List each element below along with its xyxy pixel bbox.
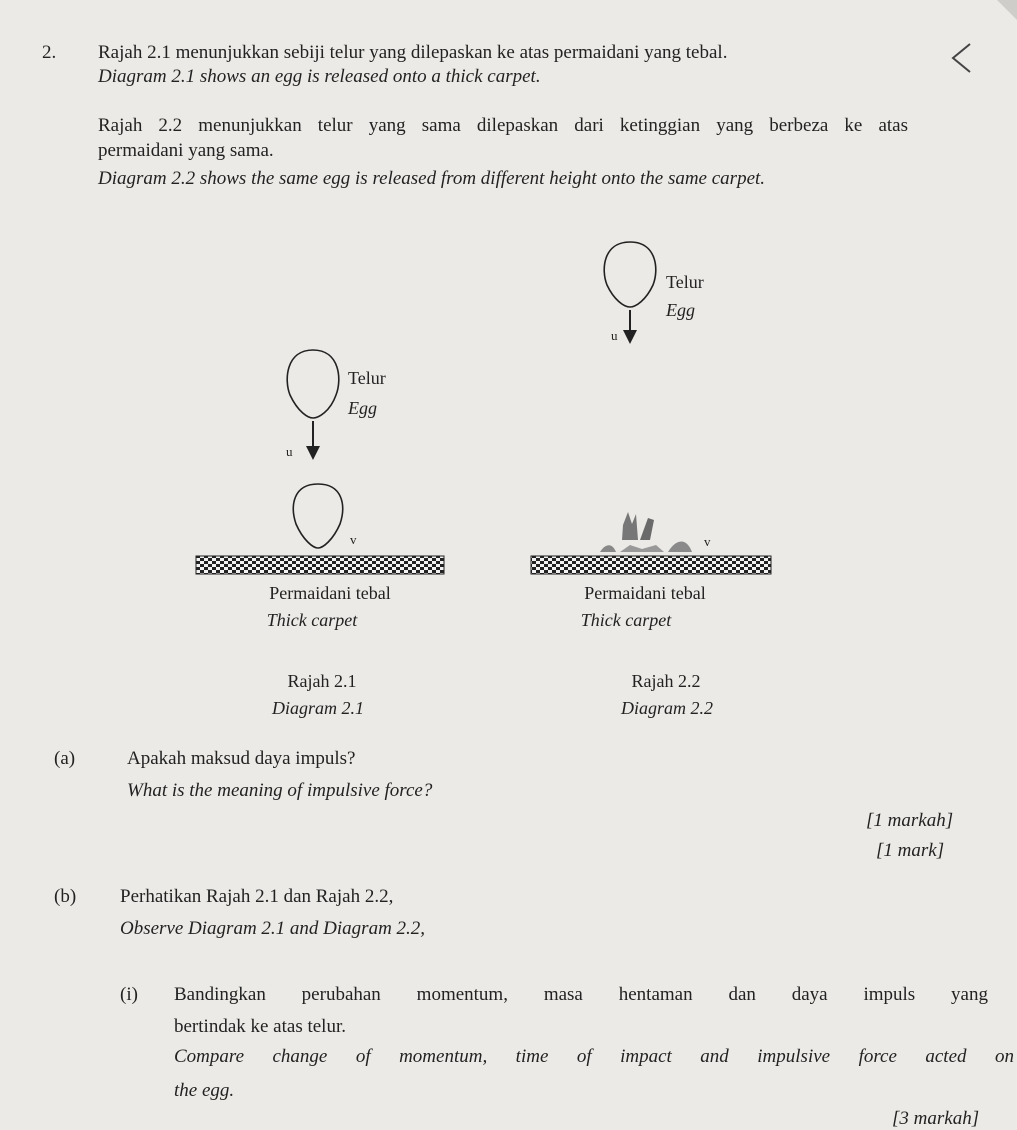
part-a-label: (a) (54, 748, 76, 769)
carpet-label-en-2: Thick carpet (580, 610, 672, 630)
intro-ms-2a: Rajah 2.2 menunjukkan telur yang sama dilepaskan dari ketinggian yang berbeza ke atas (98, 115, 908, 136)
part-b-instruction-ms: Perhatikan Rajah 2.1 dan Rajah 2.2, (120, 886, 394, 907)
velocity-u-label-2: u (611, 328, 618, 343)
broken-egg-shards (600, 512, 692, 552)
intro-en-1: Diagram 2.1 shows an egg is released onto a thick carpet. (98, 66, 541, 87)
egg-label-ms-1: Telur (348, 368, 386, 388)
egg-label-ms-2: Telur (666, 272, 704, 292)
egg-falling-2 (604, 242, 656, 307)
part-a-marks-ms: [1 markah] (866, 810, 954, 831)
intro-ms-2b: permaidani yang sama. (98, 140, 274, 161)
egg-label-en-1: Egg (348, 398, 377, 418)
part-a-question-en: What is the meaning of impulsive force? (127, 780, 433, 801)
velocity-v-label-2: v (704, 534, 711, 549)
carpet-label-ms-1: Permaidani tebal (269, 583, 391, 603)
part-b-instruction-en: Observe Diagram 2.1 and Diagram 2.2, (120, 918, 426, 939)
velocity-u-arrowhead-2 (623, 330, 637, 344)
part-a-marks-en: [1 mark] (876, 840, 945, 861)
part-b-i-text-en-a: Compare change of momentum, time of impact and impulsive force acted on (174, 1046, 1014, 1067)
part-b-i-text-ms-a: Bandingkan perubahan momentum, masa hentaman dan daya impuls yang (174, 984, 988, 1005)
velocity-u-label-1: u (286, 444, 293, 459)
carpet-2 (531, 556, 771, 574)
question-number: 2. (42, 42, 57, 63)
carpet-label-ms-2: Permaidani tebal (584, 583, 706, 603)
intro-en-2: Diagram 2.2 shows the same egg is released from different height onto the same carpet. (98, 168, 766, 189)
intro-ms-1: Rajah 2.1 menunjukkan sebiji telur yang dilepaskan ke atas permaidani yang tebal. (98, 42, 728, 63)
part-b-i-label: (i) (120, 984, 138, 1005)
part-b-i-text-en-b: the egg. (174, 1080, 235, 1101)
caption-en-2: Diagram 2.2 (620, 698, 714, 718)
caption-en-1: Diagram 2.1 (271, 698, 365, 718)
egg-label-en-2: Egg (666, 300, 695, 320)
caption-ms-1: Rajah 2.1 (287, 671, 357, 691)
part-a-question-ms: Apakah maksud daya impuls? (127, 748, 356, 769)
velocity-v-label-1: v (350, 532, 357, 547)
caption-ms-2: Rajah 2.2 (631, 671, 701, 691)
part-b-i-marks-ms: [3 markah] (892, 1108, 980, 1129)
part-b-i-text-ms-b: bertindak ke atas telur. (174, 1016, 346, 1037)
part-b-label: (b) (54, 886, 77, 907)
carpet-label-en-1: Thick carpet (266, 610, 358, 630)
